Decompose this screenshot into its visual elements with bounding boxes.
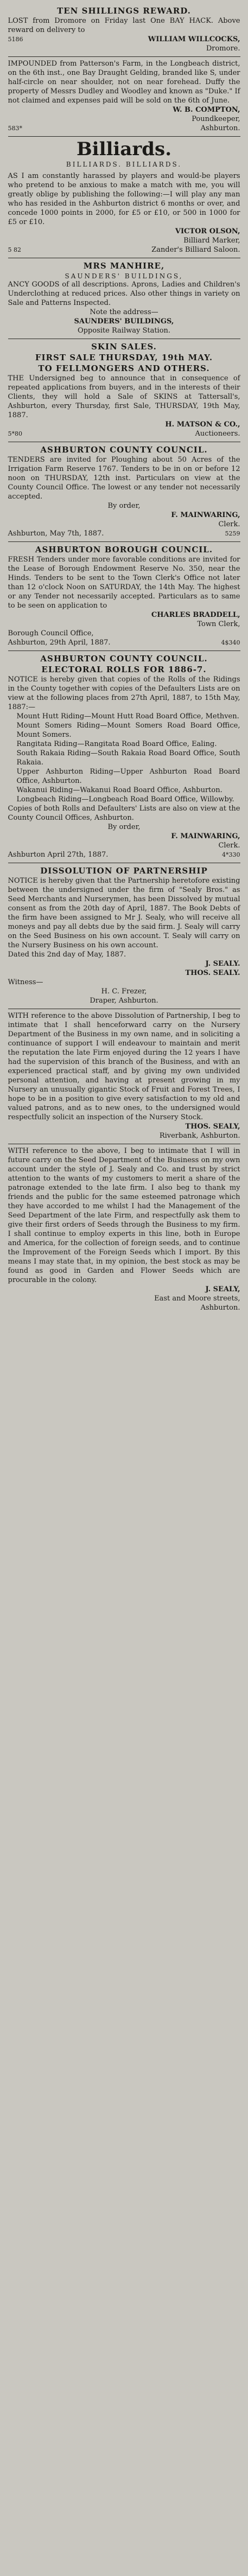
billiards-ad [8,137,240,258]
ad-subtitle-2: TO FELLMONGERS AND OTHERS. [38,364,210,373]
ad-role: Billiard Marker, [183,237,240,245]
ad-body: LOST from Dromore on Friday last One BAY HACK. Above reward on delivery to [8,17,240,34]
riding-list-item: Mount Somers Riding—Mount Somers Road Board Office, Mount Somers. [16,722,240,739]
ad-role: Clerk. [218,520,240,528]
ad-subtitle: FIRST SALE THURSDAY, 19th MAY. [35,353,213,362]
ad-body: WITH reference to the above, I beg to intimate that I will in future carry on the Seed Department of the Business on my own account under the style of J. Sealy and Co. and trust by strict attention to the wants of my customers to merit a share of the patronage extended to the late firm. I also beg to thank my friends and the public for the same esteemed patronage which they have accorded to me whilst I had the Management of the Seed Department of the late Firm, and respectfully ask them to give their first orders of Seeds through the Business to my firm. I shall continue to employ experts in this line, both in Europe and America, for the collection of foreign seeds, and to continue the Improvement of the Foreign Seeds which I import. By this means I may state that, in my opinion, the best stock as may be found as good in Garden and Flower Seeds which are procurable in the colony. [8,1147,240,1284]
ad-place: Riverbank, Ashburton. [159,1132,240,1140]
riding-list-item: Mount Hutt Riding—Mount Hutt Road Board Office, Methven. [16,712,239,720]
ad-ref: 5 82 [8,246,21,253]
ad-title: SKIN SALES. [91,342,157,352]
borough-council-ad [8,542,240,651]
ad-ref: 583* [8,125,22,132]
ad-witness-role: Draper, Ashburton. [90,997,158,1005]
ad-address-2: Opposite Railway Station. [77,327,171,335]
ad-title: DISSOLUTION OF PARTNERSHIP [40,866,208,876]
ad-place: Ashburton. [200,124,240,132]
seed-notice-ad [8,1144,240,1316]
county-council-tender-ad [8,442,240,542]
riding-list-item: South Rakaia Riding—South Rakaia Road Board Office, South Rakaia. [16,749,240,767]
riding-list-item: Rangitata Riding—Rangitata Road Board Office, Ealing. [16,740,217,748]
ad-witness-name: H. C. Frezer, [101,987,147,996]
ad-subtitle: SAUNDERS' BUILDINGS, [65,272,183,280]
reward-ad [8,3,240,57]
ad-signature: THOS. SEALY, [185,1123,240,1131]
nursery-notice-ad [8,1009,240,1144]
ad-place: Ashburton April 27th, 1887. [8,851,109,859]
ad-title: ASHBURTON COUNTY COUNCIL. [40,654,208,664]
ad-body: IMPOUNDED from Patterson's Farm, in the Longbeach district, on the 6th inst., one Bay Draught Gelding, branded like S, under half-circle on near shoulder, not on near forehead. Duffy the property of Messrs Dudley and Woodley and known as "Duke." If not claimed and expenses paid will be sold on the 6th of June. [8,60,240,105]
ad-notice: Note the address— [90,308,158,316]
ad-signature: J. SEALY, [205,1285,240,1293]
ad-ref: 5186 [8,36,23,43]
ad-title: MRS MANHIRE, [83,261,165,271]
riding-list-item: Wakanui Riding—Wakanui Road Board Office, Ashburton. [16,786,222,794]
newspaper-column [5,0,244,1316]
ad-role: Poundkeeper, [192,115,240,123]
ad-address: SAUNDERS' BUILDINGS, [74,317,174,326]
ad-role: Clerk. [218,841,240,850]
ad-role: Auctioneers. [195,430,240,438]
ad-body: NOTICE is hereby given that copies of the Rolls of the Ridings in the County together with copies of the Defaulters Lists are on view at the following places from 27th April, 1887, to 15th May, 1887:— [8,675,240,711]
ad-place: Dromore. [206,44,240,53]
ad-signature: H. MATSON & CO., [165,420,240,429]
ad-signature: CHARLES BRADDELL, [151,611,240,619]
ad-body: WITH reference to the above Dissolution of Partnership, I beg to intimate that I shall henceforward carry on the Nursery Department of the Business in my own name, and in soliciting a continuance of support I will endeavour to maintain and merit the reputation the late Firm enjoyed during the 12 years I have had the supervision of this branch of the Business, and with an experienced practical staff, and by giving my own undivided personal attention, and having at present growing in my Nursery an unusually gigantic Stock of Fruit and Forest Trees, I hope to be in a position to give every satisfaction to my old and valued patrons, and as to new ones, to the undersigned would respectfully solicit an inspection of the Nursery Stock. [8,1012,240,1121]
riding-list-item: Longbeach Riding—Longbeach Road Board Office, Willowby. [16,795,234,804]
ad-signature: J. SEALY. [205,960,240,968]
ad-signature: VICTOR OLSON, [175,227,240,235]
ad-place: East and Moore streets, [154,1295,240,1303]
riding-list-item: Upper Ashburton Riding—Upper Ashburton Road Board Office, Ashburton. [16,768,240,785]
ad-signature-2: THOS. SEALY. [185,969,240,977]
ad-place-2: Ashburton, 29th April, 1887. [8,639,111,647]
ad-subtitle: ELECTORAL ROLLS FOR 1886-7. [41,665,207,674]
ad-body: FRESH Tenders under more favorable conditions are invited for the Lease of Borough Endowment Reserve No. 350, near the Hinds. Tenders to be sent to the Town Clerk's Office not later than 12 o'clock Noon on SATURDAY, the 14th May. The highest or any Tender not necessarily accepted. Particulars as to same to be seen on application to [8,556,240,610]
skin-sales-ad [8,339,240,442]
ad-subtitle: BILLIARDS. BILLIARDS. [66,161,182,168]
ad-witness: Witness— [8,978,43,986]
ad-role: Town Clerk, [197,620,240,628]
ad-ref: 5259 [225,530,240,537]
ad-ref: 4$340 [221,639,240,646]
ad-place-2: Ashburton. [200,1304,240,1312]
ad-body: TENDERS are invited for Ploughing about 50 Acres of the Irrigation Farm Reserve 1767. Tenders to be in on or before 12 noon on THURSDAY, 12th inst. Particulars on view at the County Council Office. The lowest or any tender not necessarily accepted. [8,456,240,501]
ad-body: AS I am constantly harassed by players and would-be players who pretend to be anxious to make a match with me, you will greatly oblige by publishing the following:—I will play any man who has resided in the Ashburton district 6 months or over, and concede 1000 points in 2000, for £5 or £10, or 500 in 1000 for £5 or £10. [8,172,240,226]
ad-body-2: Copies of both Rolls and Defaulters' Lists are also on view at the County Council Offices, Ashburton. [8,805,240,822]
ad-ref: 5*80 [8,430,22,437]
ad-body: ANCY GOODS of all descriptions. Aprons, Ladies and Children's Underclothing at reduced prices. Also other things in variety on Sale and Patterns Inspected. [8,280,240,307]
impounded-ad [8,57,240,137]
ad-signature: WILLIAM WILLCOCKS, [148,35,240,43]
ad-title: Billiards. [76,138,172,160]
ad-signature: W. B. COMPTON, [173,106,240,114]
ad-signature-2: F. MAINWARING, [171,511,240,519]
ad-signature: By order, [107,502,141,510]
manhire-ad [8,258,240,339]
ad-date: Dated this 2nd day of May, 1887. [8,951,126,959]
ad-body: NOTICE is hereby given that the Partnership heretofore existing between the undersigned under the firm of "Sealy Bros." as Seed Merchants and Nurserymen, has been Dissolved by mutual consent as from the 20th day of April, 1887. The Book Debts of the firm have been assigned to Mr J. Sealy, who will receive all moneys and pay all debts due by the said firm. J. Sealy will carry on the Seed Business on his own account. T. Sealy will carry on the Nursery Business on his own account. [8,877,240,949]
ad-title: ASHBURTON BOROUGH COUNCIL. [35,545,213,554]
dissolution-ad [8,863,240,1009]
ad-signature: By order, [107,823,141,831]
ad-place: Borough Council Office, [8,629,94,637]
ad-signature-2: F. MAINWARING, [171,832,240,840]
ad-place: Ashburton, May 7th, 1887. [8,530,104,538]
ad-title: ASHBURTON COUNTY COUNCIL. [40,445,208,455]
electoral-rolls-ad [8,651,240,863]
ad-title: TEN SHILLINGS REWARD. [57,6,191,16]
ad-place: Zander's Billiard Saloon. [151,246,240,254]
ad-ref: 4*330 [222,851,240,858]
ad-body: THE Undersigned beg to announce that in consequence of repeated applications from buyers, and in the interests of their Clients, they will hold a Sale of SKINS at Tattersall's, Ashburton, every Thursday, first Sale, THURSDAY, 19th May, 1887. [8,374,240,419]
